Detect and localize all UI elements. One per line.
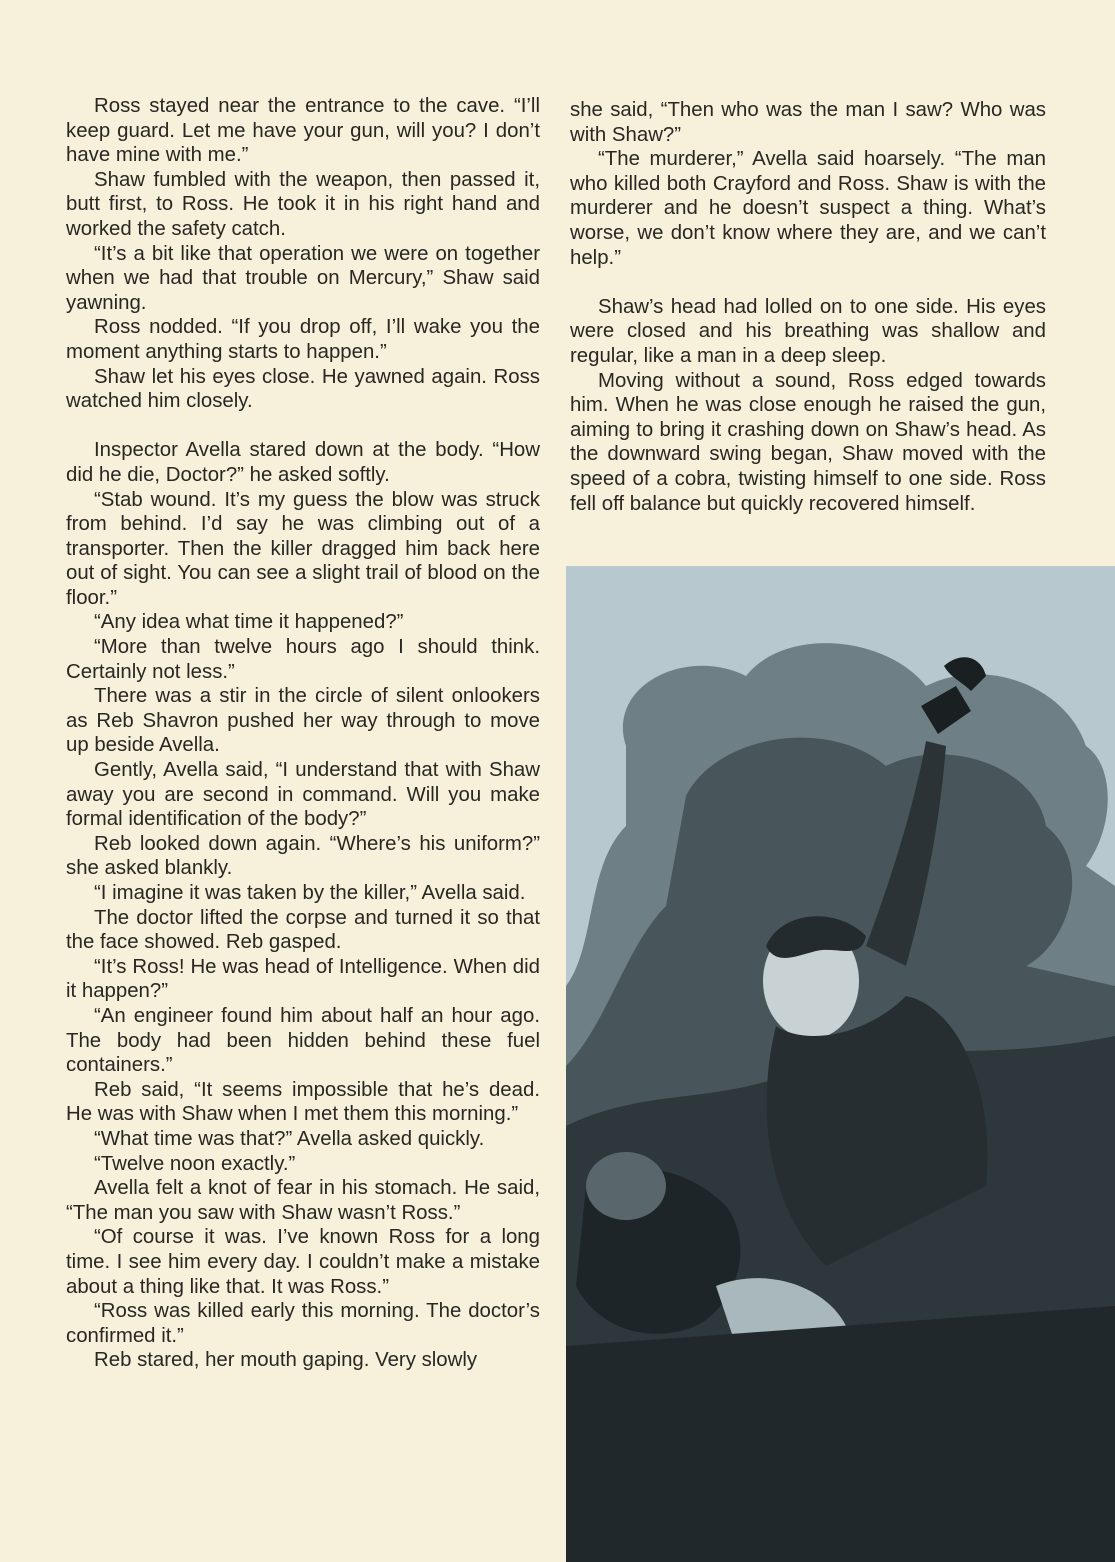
paragraph: Moving without a sound, Ross edged towards him. When he was close enough he raised the gun, aiming to bring it crashing down on Shaw’s head. As the downward swing began, Shaw moved with the speed of a cobra, twisting himself to one side. Ross fell off balance but quickly recovered himself. <box>570 369 1046 515</box>
paragraph: “The murderer,” Avella said hoarsely. “The man who killed both Crayford and Ross. Shaw is with the murderer and he doesn’t suspect a thing. What’s worse, we don’t know where they are, and we can’t help.” <box>570 148 1046 269</box>
paragraph: “More than twelve hours ago I should think. Certainly not less.” <box>66 636 540 683</box>
paragraph: The doctor lifted the corpse and turned it so that the face showed. Reb gasped. <box>66 906 540 954</box>
paragraph: “I imagine it was taken by the killer,” Avella said. <box>94 882 526 904</box>
paragraph: Reb looked down again. “Where’s his uniform?” she asked blankly. <box>66 832 540 880</box>
paragraph: “Ross was killed early this morning. The doctor’s confirmed it.” <box>66 1300 540 1347</box>
attack-scene-image <box>566 566 1115 1562</box>
paragraph: Shaw let his eyes close. He yawned again. Ross watched him closely. <box>66 365 540 413</box>
paragraph: Inspector Avella stared down at the body. “How did he die, Doctor?” he asked softly. <box>66 439 540 486</box>
left-text-column <box>66 94 540 1373</box>
paragraph: There was a stir in the circle of silent onlookers as Reb Shavron pushed her way through to move up beside Avella. <box>66 685 540 757</box>
paragraph: Avella felt a knot of fear in his stomach. He said, “The man you saw with Shaw wasn’t Ross.” <box>66 1177 540 1224</box>
paragraph: Shaw fumbled with the weapon, then passed it, butt first, to Ross. He took it in his right hand and worked the safety catch. <box>66 168 540 240</box>
paragraph: Shaw’s head had lolled on to one side. His eyes were closed and his breathing was shallow and regular, like a man in a deep sleep. <box>570 295 1046 367</box>
paragraph: she said, “Then who was the man I saw? Who was with Shaw?” <box>570 99 1046 146</box>
paragraph: “It’s a bit like that operation we were on together when we had that trouble on Mercury,” Shaw said yawning. <box>66 242 540 314</box>
paragraph: “Twelve noon exactly.” <box>94 1152 296 1175</box>
paragraph: Gently, Avella said, “I understand that with Shaw away you are second in command. Will you make formal identification of the body?” <box>66 759 540 831</box>
right-text-column <box>570 98 1046 516</box>
paragraph: Reb stared, her mouth gaping. Very slowly <box>94 1349 478 1372</box>
paragraph: Ross nodded. “If you drop off, I’ll wake you the moment anything starts to happen.” <box>66 316 540 363</box>
paragraph: “It’s Ross! He was head of Intelligence. When did it happen?” <box>66 955 540 1003</box>
paragraph: “What time was that?” Avella asked quickly. <box>94 1127 485 1150</box>
story-illustration <box>566 566 1115 1562</box>
paragraph: Reb said, “It seems impossible that he’s dead. He was with Shaw when I met them this morning.” <box>66 1078 540 1126</box>
paragraph: “Any idea what time it happened?” <box>94 611 404 634</box>
paragraph: “Of course it was. I’ve known Ross for a long time. I see him every day. I couldn’t make a mistake about a thing like that. It was Ross.” <box>66 1226 540 1298</box>
paragraph: “Stab wound. It’s my guess the blow was struck from behind. I’d say he was climbing out of a transporter. Then the killer dragged him back here out of sight. You can see a slight trail of blood on the floor.” <box>66 488 540 609</box>
paragraph: Ross stayed near the entrance to the cave. “I’ll keep guard. Let me have your gun, will you? I don’t have mine with me.” <box>66 95 540 167</box>
paragraph: “An engineer found him about half an hour ago. The body had been hidden behind these fuel containers.” <box>66 1004 540 1077</box>
